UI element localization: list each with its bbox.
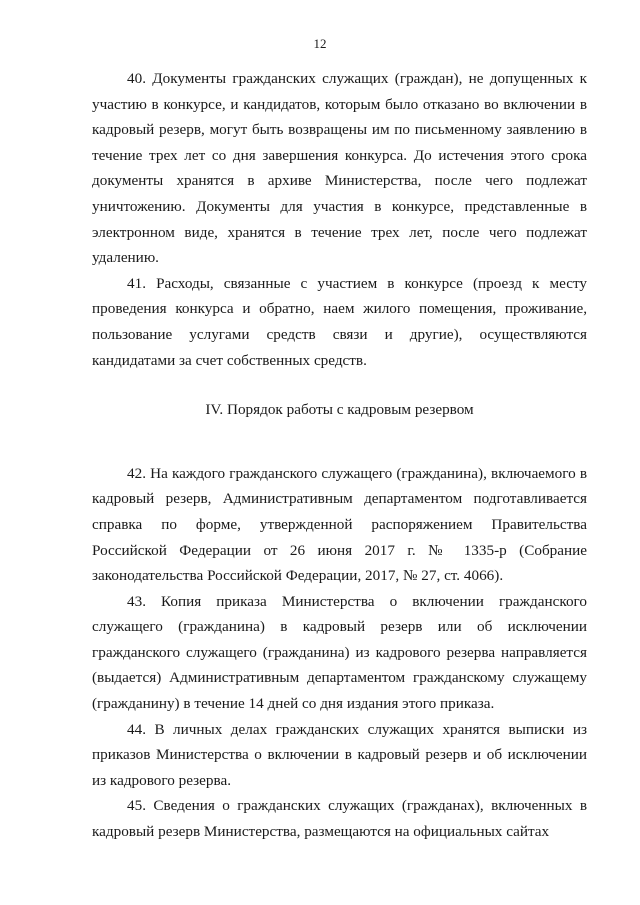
paragraph-44: 44. В личных делах гражданских служащих хранятся выписки из приказов Министерства о включении в кадровый резерв и об исключении из кадрового резерва.: [92, 720, 587, 789]
paragraph-45: 45. Сведения о гражданских служащих (гражданах), включенных в кадровый резерв Министерства, размещаются на официальных сайтах: [92, 797, 587, 841]
section-heading: IV. Порядок работы с кадровым резервом: [205, 401, 474, 419]
paragraph-41: 41. Расходы, связанные с участием в конкурсе (проезд к месту проведения конкурса и обратно, наем жилого помещения, проживание, пользование услугами средств связи и другие), осуществляются кандидатами за счет собственных средств.: [92, 274, 587, 369]
page-number: 12: [313, 36, 327, 51]
document-body: [92, 66, 587, 845]
paragraph-42: 42. На каждого гражданского служащего (гражданина), включаемого в кадровый резерв, Административным департаментом подготавливается справка по форме, утвержденной распоряжением Правительства Российской Федерации от 26 июня 2017 г. № 1335-р (Собрание законодательства Российской Федерации, 2017, № 27, ст. 4066).: [92, 464, 587, 585]
paragraph-43: 43. Копия приказа Министерства о включении гражданского служащего (гражданина) в кадровый резерв или об исключении гражданского служащего (гражданина) из кадрового резерва направляется (выдается) Административным департаментом гражданскому служащему (гражданину) в течение 14 дней со дня издания этого приказа.: [92, 592, 587, 713]
paragraph-40: 40. Документы гражданских служащих (граждан), не допущенных к участию в конкурсе, и кандидатов, которым было отказано во включении в кадровый резерв, могут быть возвращены им по письменному заявлению в течение трех лет со дня завершения конкурса. До истечения этого срока документы хранятся в архиве Министерства, после чего подлежат уничтожению. Документы для участия в конкурсе, представленные в электронном виде, хранятся в течение трех лет, после чего подлежат удалению.: [92, 70, 587, 267]
